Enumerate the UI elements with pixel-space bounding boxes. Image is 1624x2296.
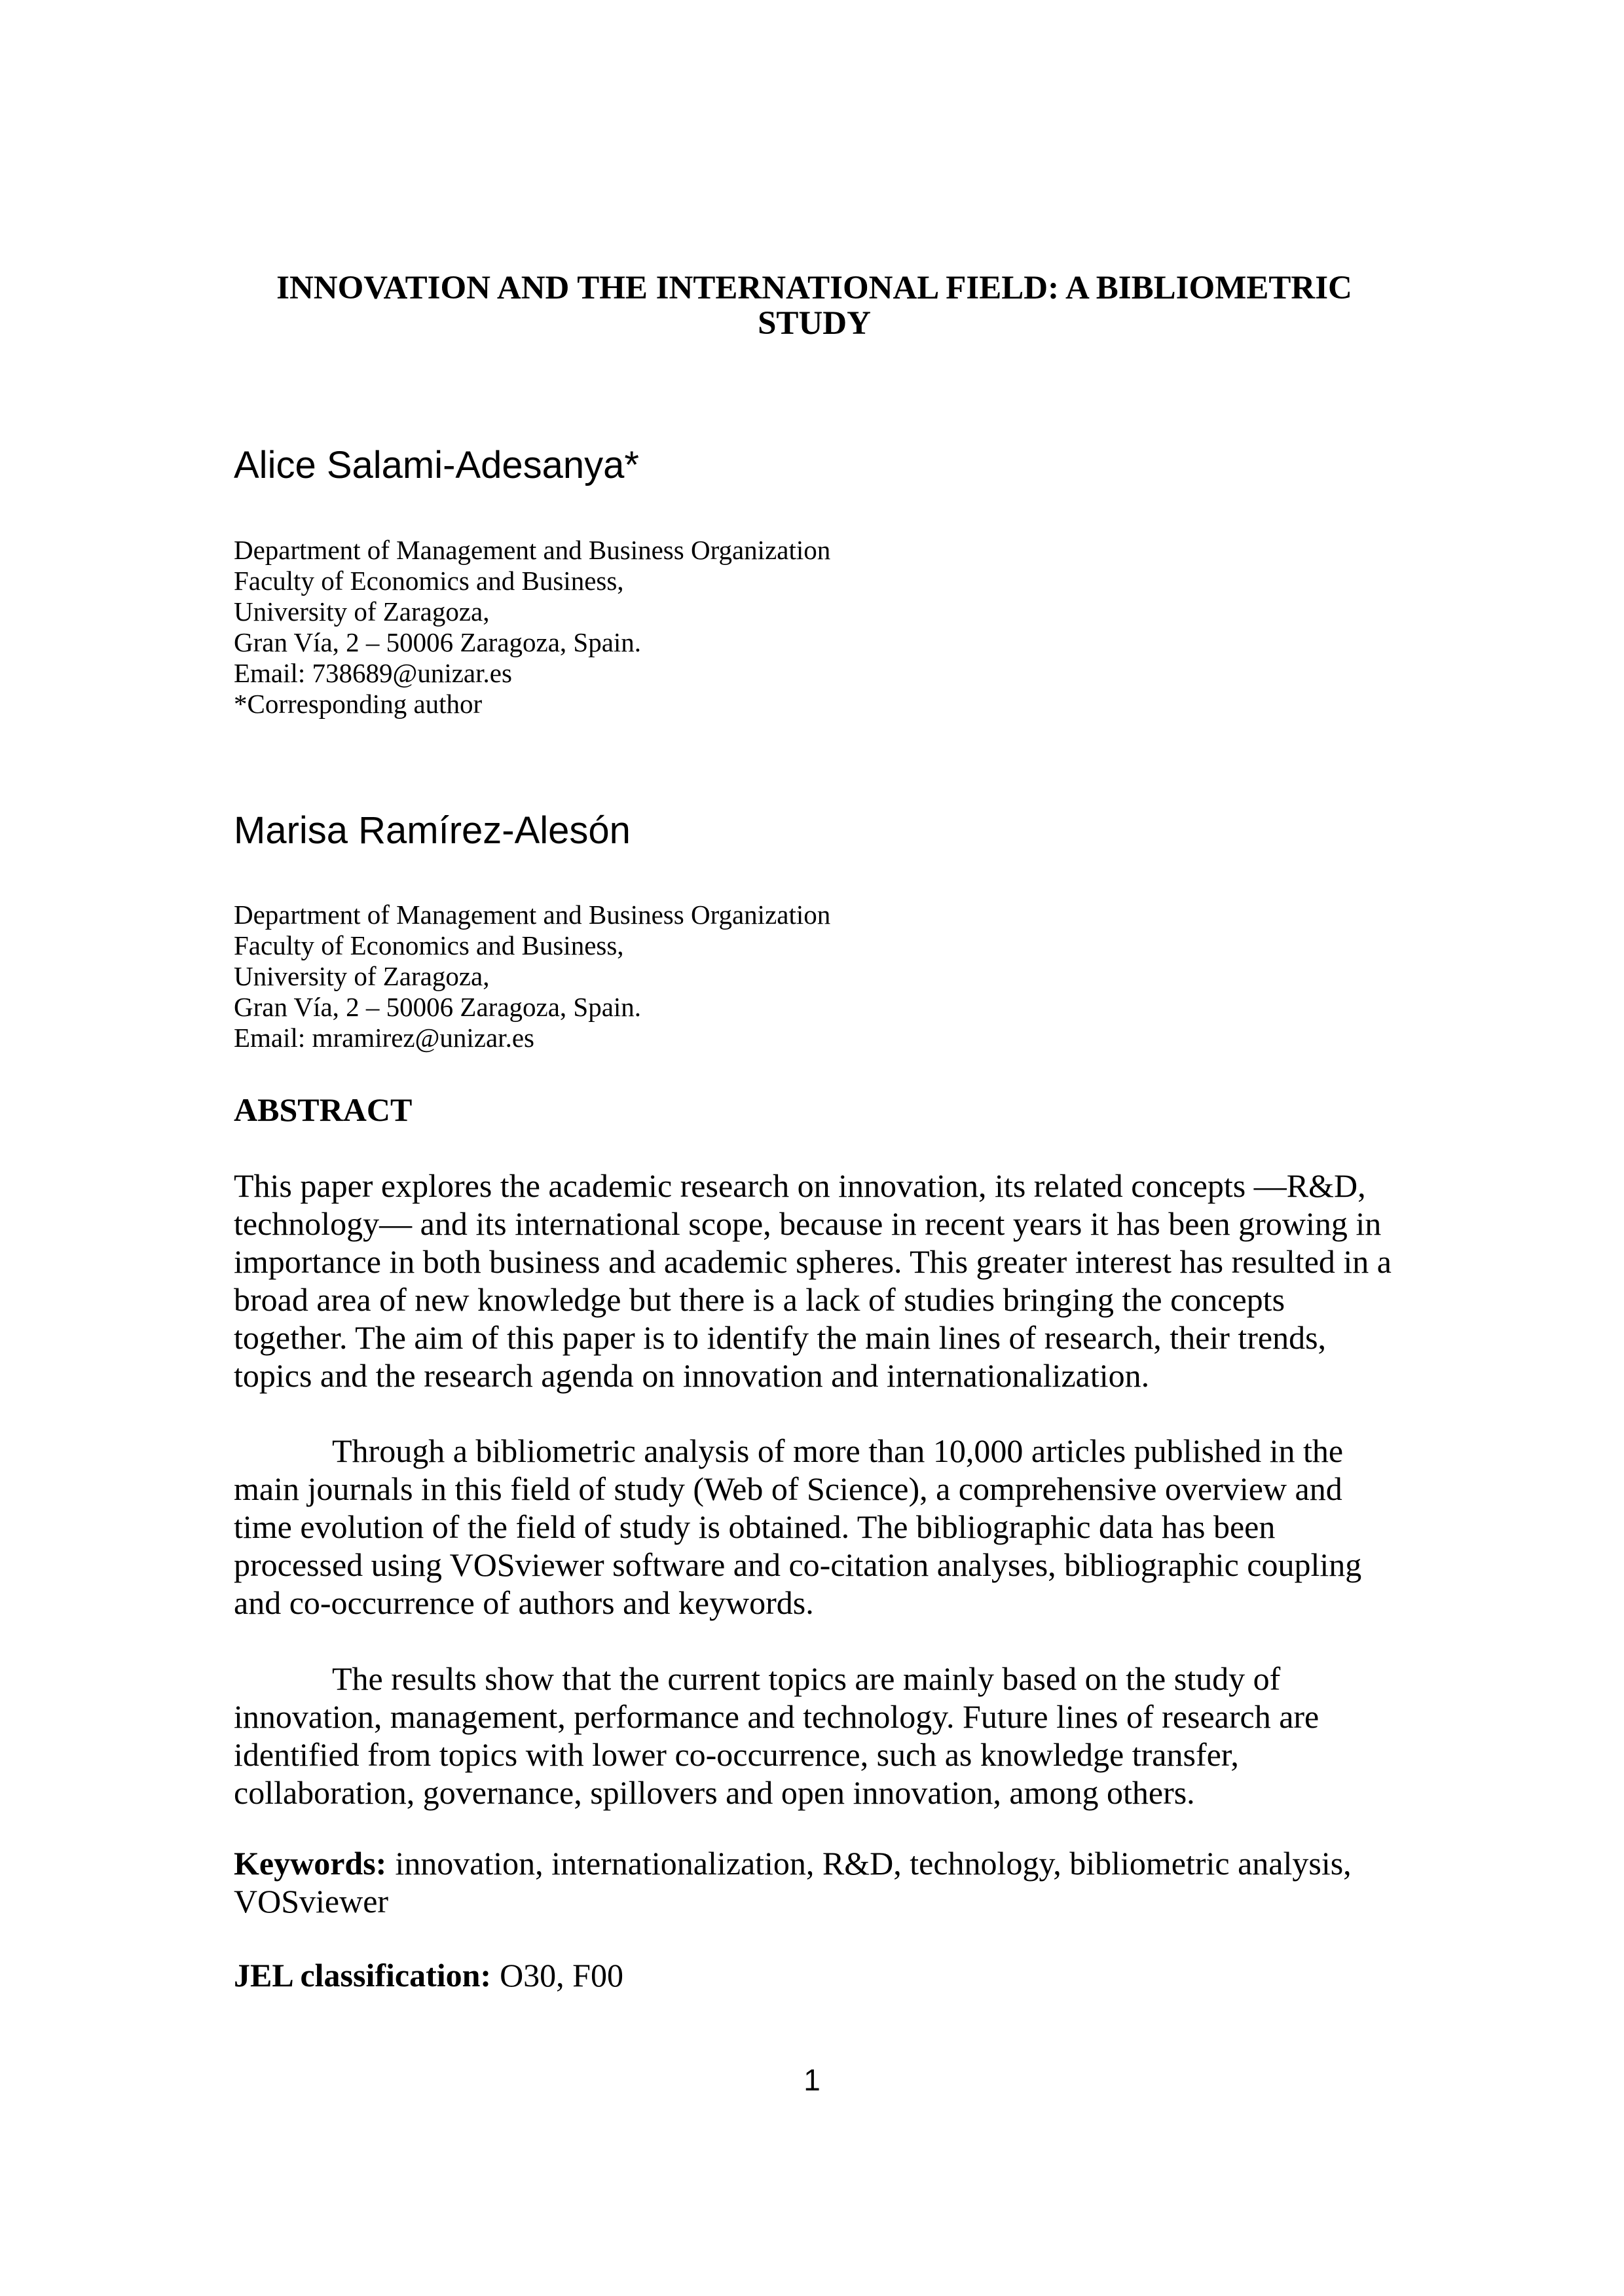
text-line: University of Zaragoza,	[234, 596, 490, 627]
keywords-line-1	[234, 1844, 1395, 1882]
keywords-text: innovation, internationalization, R&D, technology, bibliometric analysis,	[395, 1845, 1352, 1882]
text-line: time evolution of the field of study is obtained. The bibliographic data has been	[234, 1508, 1276, 1545]
text-line: Through a bibliometric analysis of more than 10,000 articles published in the	[332, 1432, 1344, 1469]
text-line: importance in both business and academic spheres. This greater interest has resulted in a	[234, 1243, 1392, 1280]
text-line: Email: 738689@unizar.es	[234, 658, 512, 688]
text-line: collaboration, governance, spillovers and open innovation, among others.	[234, 1774, 1195, 1811]
text-line: Faculty of Economics and Business,	[234, 566, 624, 596]
text-line: topics and the research agenda on innovation and internationalization.	[234, 1357, 1150, 1394]
paper-title-line-1: INNOVATION AND THE INTERNATIONAL FIELD: A BIBLIOMETRIC	[276, 270, 1352, 306]
text-line: together. The aim of this paper is to identify the main lines of research, their trends,	[234, 1319, 1327, 1356]
keywords-line-2: VOSviewer	[234, 1883, 389, 1920]
author-2-name: Marisa Ramírez-Alesón	[234, 809, 631, 852]
text-line: main journals in this field of study (Web of Science), a comprehensive overview and	[234, 1470, 1342, 1507]
text-line: and co-occurrence of authors and keywords.	[234, 1584, 814, 1621]
author-1-name: Alice Salami-Adesanya*	[234, 444, 639, 486]
jel-codes: O30, F00	[500, 1957, 623, 1994]
abstract-paragraph-1	[234, 1167, 1395, 1394]
text-line: identified from topics with lower co-occurrence, such as knowledge transfer,	[234, 1736, 1239, 1773]
text-line: Faculty of Economics and Business,	[234, 930, 624, 960]
text-line: This paper explores the academic research on innovation, its related concepts —R&D,	[234, 1167, 1366, 1204]
jel-label: JEL classification:	[234, 1957, 492, 1994]
text-line: innovation, management, performance and technology. Future lines of research are	[234, 1698, 1320, 1735]
paper-title	[234, 270, 1395, 341]
abstract-paragraph-3	[234, 1660, 1395, 1812]
text-line: University of Zaragoza,	[234, 961, 490, 991]
jel-classification	[234, 1956, 1395, 1994]
text-line: broad area of new knowledge but there is a lack of studies bringing the concepts	[234, 1281, 1285, 1318]
text-line: Gran Vía, 2 – 50006 Zaragoza, Spain.	[234, 627, 642, 657]
text-line: technology— and its international scope, because in recent years it has been growing in	[234, 1205, 1382, 1242]
author-2-affiliation	[234, 900, 1395, 1053]
text-line: Email: mramirez@unizar.es	[234, 1023, 534, 1053]
keywords-block	[234, 1844, 1395, 1920]
text-line: The results show that the current topics are mainly based on the study of	[332, 1660, 1281, 1697]
text-line: Gran Vía, 2 – 50006 Zaragoza, Spain.	[234, 992, 642, 1022]
text-line: *Corresponding author	[234, 689, 483, 719]
abstract-heading: ABSTRACT	[234, 1091, 413, 1128]
paper-title-line-2: STUDY	[758, 305, 871, 342]
page-number: 1	[803, 2063, 821, 2097]
keywords-label: Keywords:	[234, 1845, 387, 1882]
text-line: Department of Management and Business Organization	[234, 900, 831, 930]
text-line: Department of Management and Business Organization	[234, 535, 831, 565]
text-line: processed using VOSviewer software and co-citation analyses, bibliographic coupling	[234, 1546, 1362, 1583]
abstract-paragraph-2	[234, 1432, 1395, 1622]
author-1-affiliation	[234, 535, 1395, 720]
page-content	[234, 0, 1395, 1994]
